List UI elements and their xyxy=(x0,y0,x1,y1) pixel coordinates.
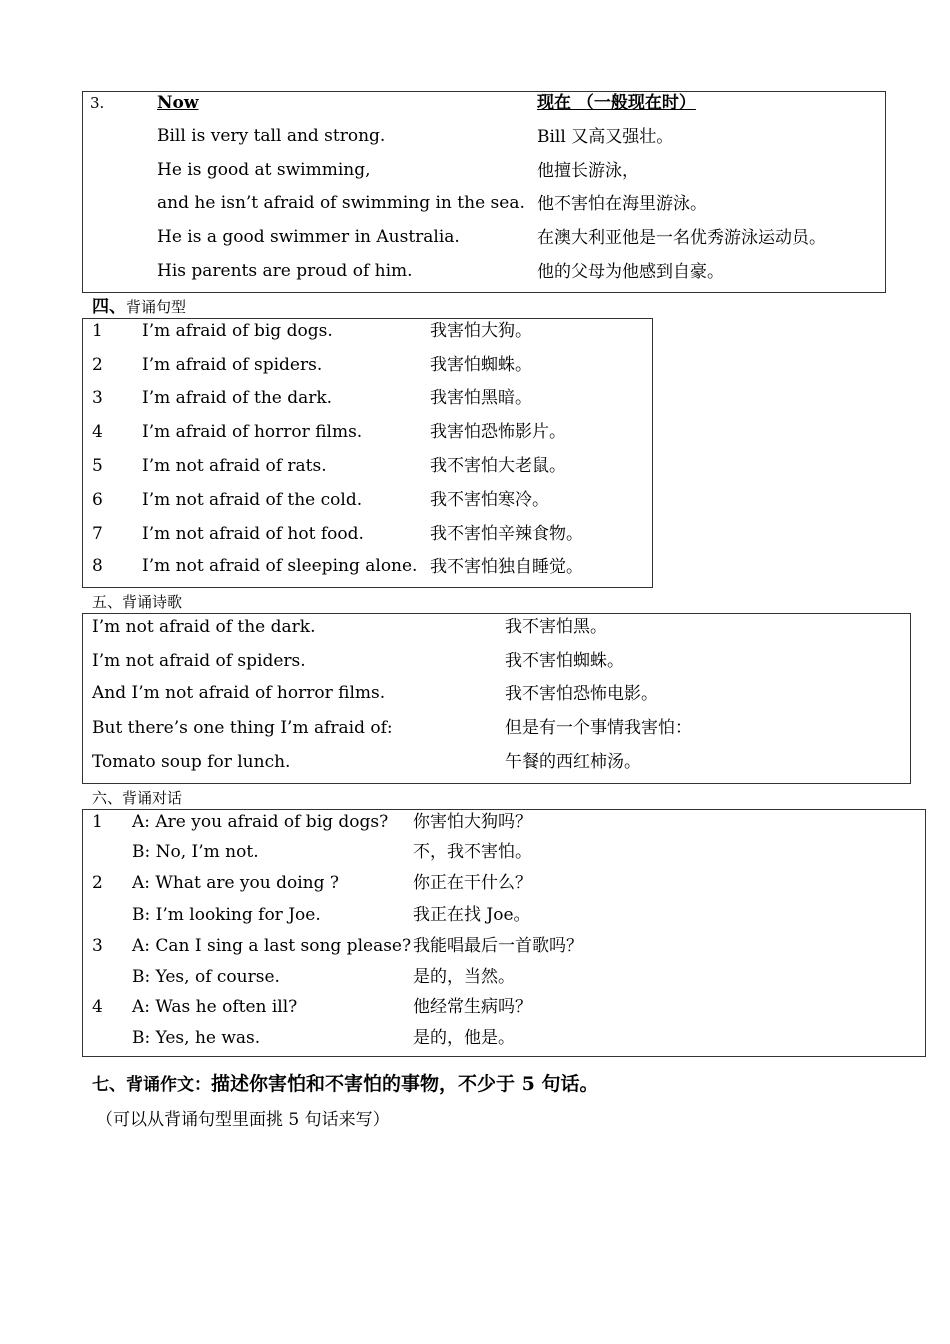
section6-en: A: Can I sing a last song please? xyxy=(132,936,412,956)
section3-row-en: His parents are proud of him. xyxy=(157,261,413,281)
section4-cn: 我不害怕寒冷。 xyxy=(430,490,549,510)
section3-header-cn: 现在 （一般现在时） xyxy=(537,93,696,113)
section6-cn: 我能唱最后一首歌吗？ xyxy=(413,936,583,956)
section5-cn: 但是有一个事情我害怕： xyxy=(505,718,692,738)
section6-cn: 你正在干什么？ xyxy=(413,873,532,893)
section4-en: I’m not afraid of the cold. xyxy=(142,490,363,510)
section4-cn: 我害怕大狗。 xyxy=(430,321,532,341)
section6-num: 3 xyxy=(92,936,103,956)
section6-num: 4 xyxy=(92,997,103,1017)
section5-en: Tomato soup for lunch. xyxy=(92,752,291,772)
section6-cn: 你害怕大狗吗？ xyxy=(413,812,532,832)
section4-title-text: 背诵句型 xyxy=(126,298,187,316)
section3-row-cn: Bill 又高又强壮。 xyxy=(537,127,674,147)
section4-cn: 我不害怕辛辣食物。 xyxy=(430,524,583,544)
section4-num: 1 xyxy=(92,321,103,341)
section4-cn: 我害怕恐怖影片。 xyxy=(430,422,566,442)
section6-cn: 不，我不害怕。 xyxy=(413,842,532,862)
section5-cn: 我不害怕恐怖电影。 xyxy=(505,684,658,704)
section5-cn: 我不害怕蜘蛛。 xyxy=(505,651,624,671)
section4-num: 3 xyxy=(92,388,103,408)
section4-num: 6 xyxy=(92,490,103,510)
section3-row-en: and he isn’t afraid of swimming in the sea. xyxy=(157,193,525,213)
section6-en: A: Are you afraid of big dogs? xyxy=(132,812,389,832)
section3-row-cn: 他的父母为他感到自豪。 xyxy=(537,262,724,282)
section7-title xyxy=(92,1072,598,1097)
section6-cn: 是的，当然。 xyxy=(413,967,515,987)
section4-num: 4 xyxy=(92,422,103,442)
section6-num: 2 xyxy=(92,873,103,893)
section4-en: I’m afraid of spiders. xyxy=(142,355,323,375)
section6-en: B: Yes, he was. xyxy=(132,1028,261,1048)
section3-row-en: He is good at swimming, xyxy=(157,160,371,180)
section6-en: A: What are you doing ? xyxy=(132,873,340,893)
section5-en: I’m not afraid of spiders. xyxy=(92,651,306,671)
section4-cn: 我不害怕独自睡觉。 xyxy=(430,557,583,577)
section6-en: B: No, I’m not. xyxy=(132,842,259,862)
section4-en: I’m not afraid of hot food. xyxy=(142,524,364,544)
section3-header-en: Now xyxy=(157,93,199,113)
section7-note: （可以从背诵句型里面挑 5 句话来写） xyxy=(96,1110,390,1130)
section5-cn: 午餐的西红柿汤。 xyxy=(505,752,641,772)
section6-title: 六、背诵对话 xyxy=(92,789,183,807)
section3-row-cn: 他擅长游泳， xyxy=(537,161,639,181)
section5-en: But there’s one thing I’m afraid of: xyxy=(92,718,393,738)
section5-en: I’m not afraid of the dark. xyxy=(92,617,316,637)
section6-en: A: Was he often ill? xyxy=(132,997,298,1017)
section6-cn: 他经常生病吗？ xyxy=(413,997,532,1017)
section4-num: 8 xyxy=(92,556,103,576)
section4-num: 7 xyxy=(92,524,103,544)
section4-en: I’m afraid of big dogs. xyxy=(142,321,333,341)
section7-title-text: 描述你害怕和不害怕的事物，不少于 5 句话。 xyxy=(211,1073,599,1095)
section3-row-en: Bill is very tall and strong. xyxy=(157,126,386,146)
section5-cn: 我不害怕黑。 xyxy=(505,617,607,637)
section6-en: B: I’m looking for Joe. xyxy=(132,905,321,925)
section4-en: I’m not afraid of sleeping alone. xyxy=(142,556,418,576)
section3-number: 3. xyxy=(90,94,105,112)
section3-row-cn: 在澳大利亚他是一名优秀游泳运动员。 xyxy=(537,228,826,248)
section4-cn: 我害怕黑暗。 xyxy=(430,388,532,408)
section5-en: And I’m not afraid of horror films. xyxy=(92,683,386,703)
section4-cn: 我害怕蜘蛛。 xyxy=(430,355,532,375)
section4-cn: 我不害怕大老鼠。 xyxy=(430,456,566,476)
section4-title xyxy=(92,298,186,316)
section4-en: I’m not afraid of rats. xyxy=(142,456,327,476)
section6-en: B: Yes, of course. xyxy=(132,967,280,987)
section3-row-en: He is a good swimmer in Australia. xyxy=(157,227,460,247)
section4-en: I’m afraid of the dark. xyxy=(142,388,333,408)
section7-title-prefix: 七、背诵作文： xyxy=(92,1075,211,1095)
section4-title-prefix: 四、 xyxy=(92,297,126,317)
section4-num: 2 xyxy=(92,355,103,375)
section3-row-cn: 他不害怕在海里游泳。 xyxy=(537,194,707,214)
section4-num: 5 xyxy=(92,456,103,476)
section6-num: 1 xyxy=(92,812,103,832)
section4-en: I’m afraid of horror films. xyxy=(142,422,363,442)
section6-cn: 是的，他是。 xyxy=(413,1028,515,1048)
section6-cn: 我正在找 Joe。 xyxy=(413,905,531,925)
section5-title: 五、背诵诗歌 xyxy=(92,593,183,611)
